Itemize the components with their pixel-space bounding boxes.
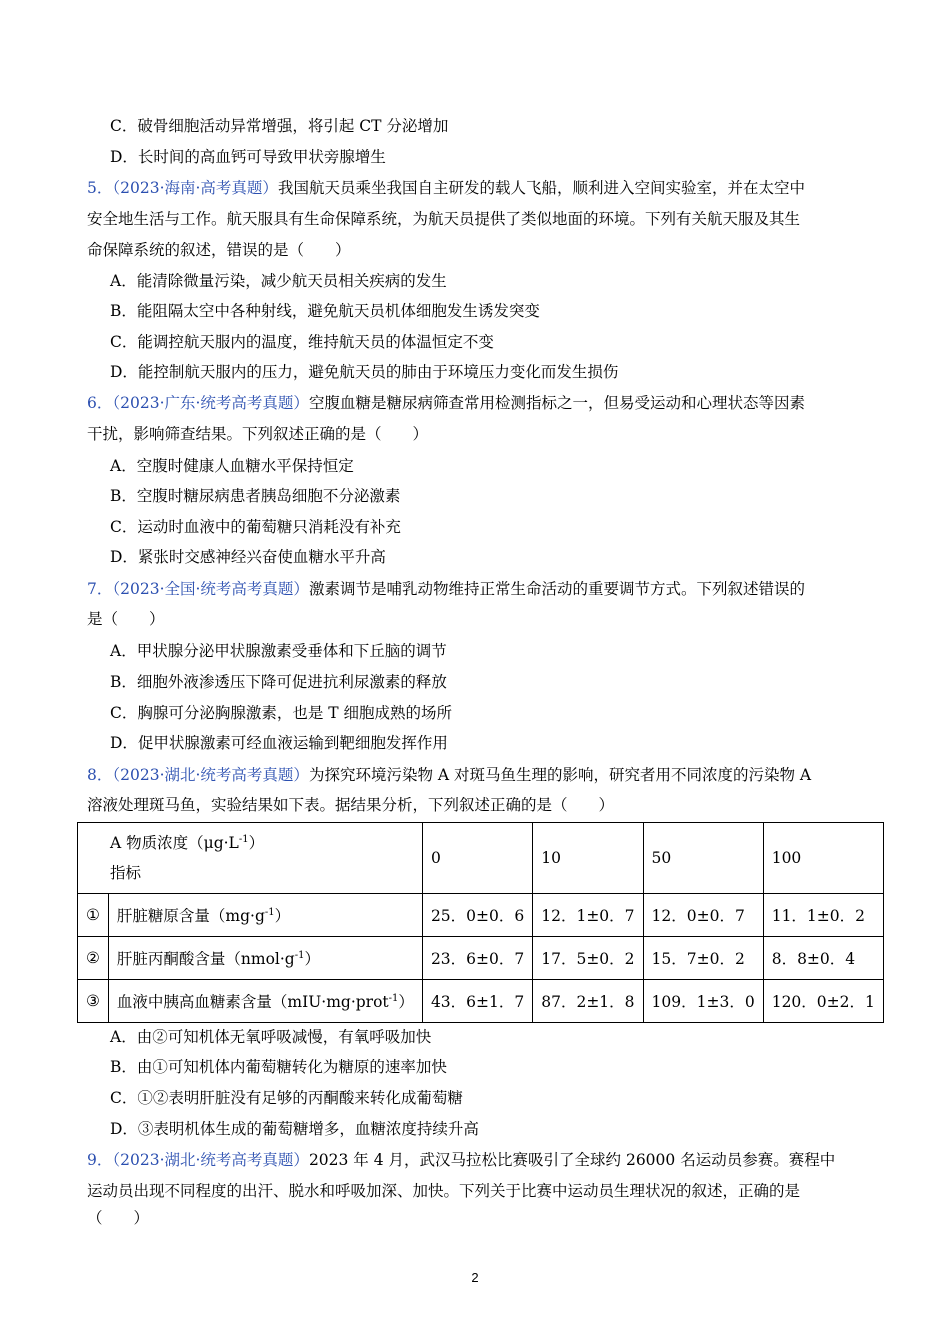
conc-header-cell: 50 [643,823,763,894]
q6-stem-line1 [87,392,805,414]
q9-stem-line2: 运动员出现不同程度的出汗、脱水和呼吸加深、加快。下列关于比赛中运动员生理状况的叙述，正确的是 [87,1182,801,1200]
question-source: （2023·广东·统考高考真题） [112,394,309,412]
question-text: 2023 年 4 月，武汉马拉松比赛吸引了全球约 26000 名运动员参赛。赛程中 [308,1151,836,1169]
table-cell: 43．6±1．7 [422,980,532,1023]
q8-option-d: D．③表明机体生成的葡萄糖增多，血糖浓度持续升高 [110,1120,479,1138]
table-cell: 8．8±0．4 [763,937,883,980]
table-cell: 120．0±2．1 [763,980,883,1023]
q7-option-b: B．细胞外液渗透压下降可促进抗利尿激素的释放 [110,673,447,691]
question-source: （2023·湖北·统考高考真题） [112,766,309,784]
table-cell: 15．7±0．2 [643,937,763,980]
question-source: （2023·海南·高考真题） [112,179,278,197]
q7-option-c: C．胸腺可分泌胸腺激素，也是 T 细胞成熟的场所 [110,704,453,722]
q7-option-d: D．促甲状腺激素可经血液运输到靶细胞发挥作用 [110,734,448,752]
question-number: 8． [87,766,113,784]
row-index: ③ [78,980,109,1023]
table-cell: 87．2±1．8 [533,980,643,1023]
table-row [78,937,884,980]
q5-option-b: B．能阻隔太空中各种射线，避免航天员机体细胞发生诱发突变 [110,302,540,320]
concentration-header: A 物质浓度$(\mu g\cdot L^{-1})$ [110,833,265,852]
q6-stem-line2: 干扰，影响筛查结果。下列叙述正确的是（ ） [87,425,429,443]
q5-option-d: D．能控制航天服内的压力，避免航天员的肺由于环境压力变化而发生损伤 [110,363,619,381]
index-header: 指标 [110,864,142,882]
q9-stem-line3: （ ） [87,1209,150,1227]
q9-stem-line1 [87,1149,835,1171]
row-label: 肝脏丙酮酸含量$(nmol\cdot g^{-1})$ [108,937,422,980]
q4-option-c: C．破骨细胞活动异常增强，将引起 CT 分泌增加 [110,117,449,135]
page-number: 2 [471,1270,479,1285]
question-text: 为探究环境污染物 A 对斑马鱼生理的影响，研究者用不同浓度的污染物 A [308,766,812,784]
row-index: ② [78,937,109,980]
table-cell: 109．1±3．0 [643,980,763,1023]
conc-header-cell: 100 [763,823,883,894]
q6-option-b: B．空腹时糖尿病患者胰岛细胞不分泌激素 [110,487,401,505]
q6-option-c: C．运动时血液中的葡萄糖只消耗没有补充 [110,518,401,536]
table-header-label [78,823,423,894]
q4-option-d: D．长时间的高血钙可导致甲状旁腺增生 [110,148,386,166]
question-text: 激素调节是哺乳动物维持正常生命活动的重要调节方式。下列叙述错误的 [308,580,805,598]
table-cell: 12．1±0．7 [533,894,643,937]
q5-stem-line3: 命保障系统的叙述，错误的是（ ） [87,241,351,259]
q5-stem-line2: 安全地生活与工作。航天服具有生命保障系统，为航天员提供了类似地面的环境。下列有关航天服及其生 [87,210,801,228]
table-cell: 23．6±0．7 [422,937,532,980]
row-index: ① [78,894,109,937]
question-number: 6． [87,394,113,412]
q8-stem-line2: 溶液处理斑马鱼，实验结果如下表。据结果分析，下列叙述正确的是（ ） [87,796,615,814]
conc-header-cell: 10 [533,823,643,894]
q8-stem-line1 [87,764,811,786]
q6-option-d: D．紧张时交感神经兴奋使血糖水平升高 [110,548,386,566]
q5-stem-line1 [87,177,805,199]
q8-option-c: C．①②表明肝脏没有足够的丙酮酸来转化成葡萄糖 [110,1089,463,1107]
question-number: 7． [87,580,113,598]
row-label: 血液中胰高血糖素含量（mIU·mg·prot$^{-1}$） [108,980,422,1023]
question-text: 空腹血糖是糖尿病筛查常用检测指标之一，但易受运动和心理状态等因素 [308,394,805,412]
q8-option-b: B．由①可知机体内葡萄糖转化为糖原的速率加快 [110,1058,447,1076]
q7-option-a: A．甲状腺分泌甲状腺激素受垂体和下丘脑的调节 [110,642,447,660]
question-text: 我国航天员乘坐我国自主研发的载人飞船，顺利进入空间实验室，并在太空中 [277,179,805,197]
q5-option-c: C．能调控航天服内的温度，维持航天员的体温恒定不变 [110,333,494,351]
table-cell: 25．0±0．6 [422,894,532,937]
table-cell: 12．0±0．7 [643,894,763,937]
table-row [78,980,884,1023]
table-cell: 17．5±0．2 [533,937,643,980]
q5-option-a: A．能清除微量污染，减少航天员相关疾病的发生 [110,272,447,290]
data-table [77,822,884,1023]
table-header-row [78,823,884,894]
row-label: 肝脏糖原含量$(mg\cdot g^{-1})$ [108,894,422,937]
question-number: 5． [87,179,113,197]
table-cell: 11．1±0．2 [763,894,883,937]
question-source: （2023·湖北·统考高考真题） [112,1151,309,1169]
question-number: 9． [87,1151,113,1169]
q8-option-a: A．由②可知机体无氧呼吸减慢，有氧呼吸加快 [110,1028,432,1046]
q6-option-a: A．空腹时健康人血糖水平保持恒定 [110,457,354,475]
q7-stem-line1 [87,578,805,600]
question-source: （2023·全国·统考高考真题） [112,580,309,598]
q7-stem-line2: 是（ ） [87,610,165,628]
conc-header-cell: 0 [422,823,532,894]
table-row [78,894,884,937]
